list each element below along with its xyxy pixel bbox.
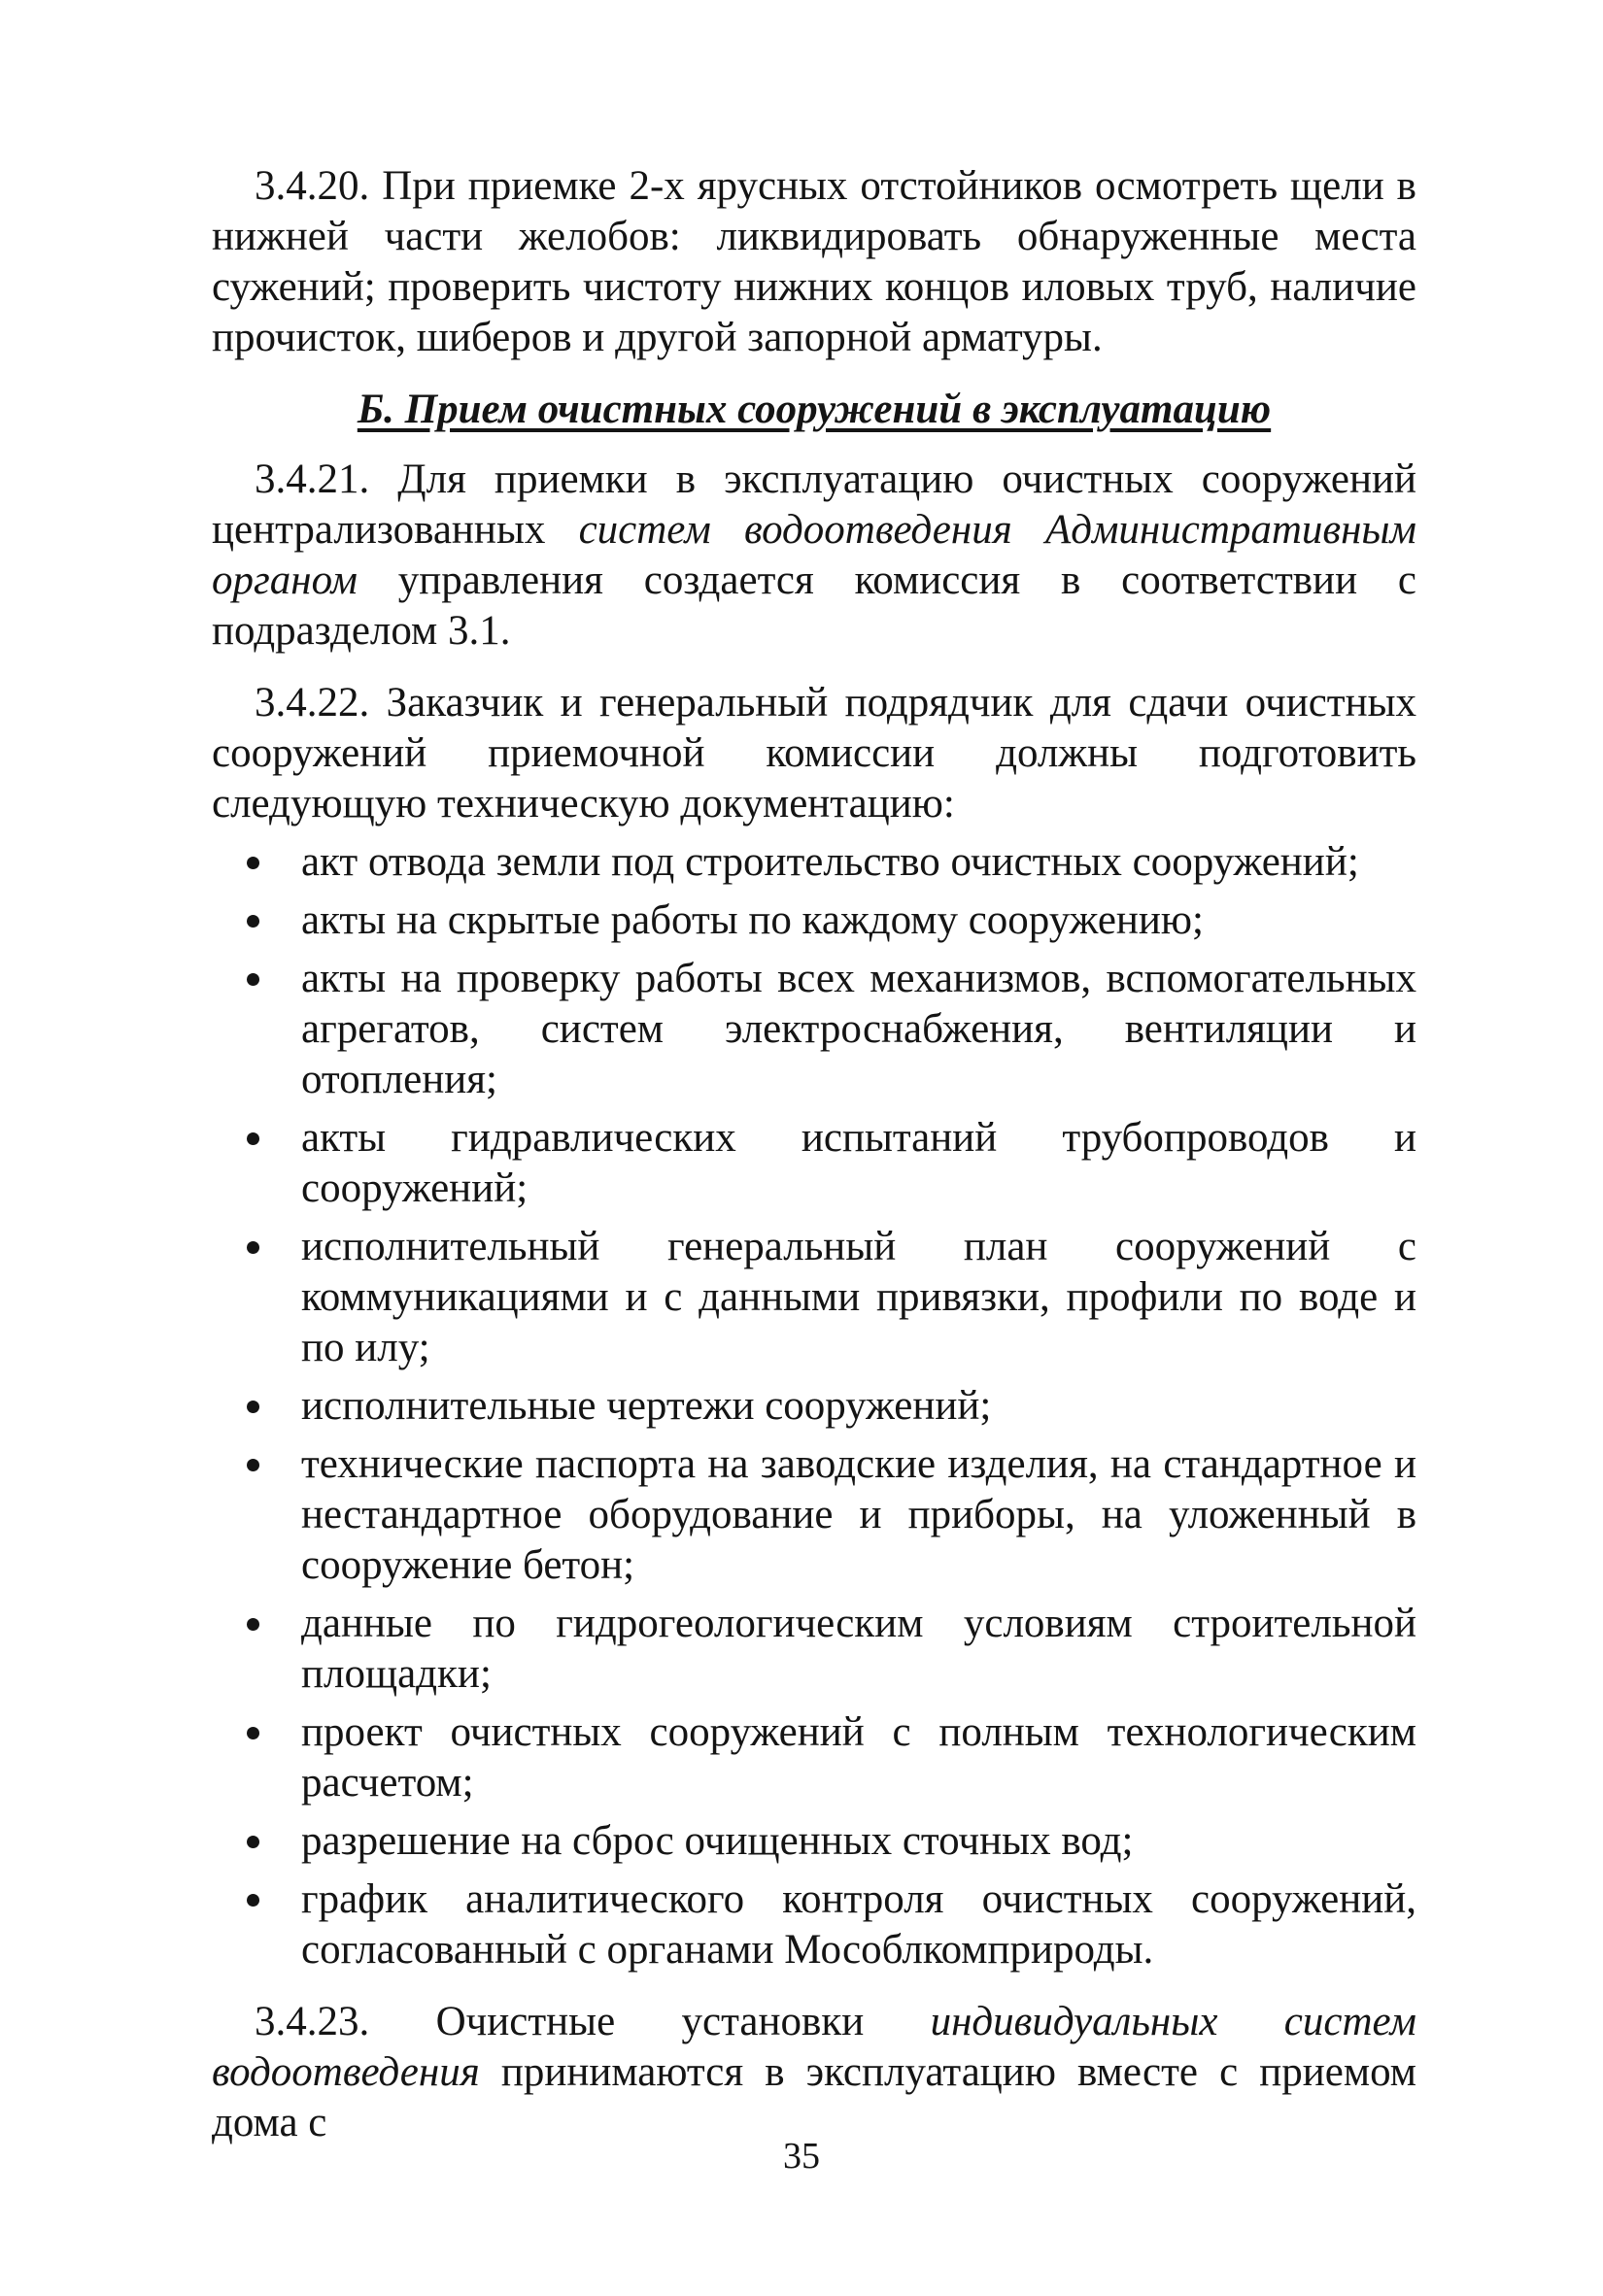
list-item-text: исполнительные чертежи сооружений; — [301, 1383, 992, 1429]
list-item — [212, 837, 1416, 888]
paragraph-3-4-22 — [212, 678, 1416, 829]
bullet-icon — [247, 973, 259, 986]
bullet-icon — [247, 1401, 259, 1413]
clause-number: 3.4.23. — [255, 1999, 370, 2044]
list-item-text: акты на скрытые работы по каждому сооружению; — [301, 897, 1204, 943]
italic-term: индивидуальных систем водоотведения — [212, 1999, 1416, 2095]
list-item-text: исполнительный генеральный план сооружений с коммуникациями и с данными привязки, профили по воде и по илу; — [301, 1224, 1416, 1370]
bullet-icon — [247, 1459, 259, 1471]
clause-number: 3.4.22. — [255, 680, 370, 726]
list-item-text: технические паспорта на заводские изделия, на стандартное и нестандартное оборудование и приборы, на уложенный в сооружение бетон; — [301, 1441, 1416, 1588]
bullet-icon — [247, 1894, 259, 1907]
clause-number: 3.4.20. — [255, 163, 370, 209]
list-item-text: акт отвода земли под строительство очистных сооружений; — [301, 839, 1359, 885]
page-body — [212, 161, 1416, 2170]
bullet-icon — [247, 1132, 259, 1145]
list-item — [212, 1874, 1416, 1975]
list-item-text: график аналитического контроля очистных сооружений, согласованный с органами Мособлкомприроды. — [301, 1876, 1416, 1973]
paragraph-text: принимаются в эксплуатацию вместе с приемом дома с — [212, 2049, 1416, 2145]
page-number: 35 — [783, 2136, 820, 2177]
section-subheading: Б. Прием очистных сооружений в эксплуатацию — [357, 387, 1272, 432]
paragraph-3-4-23 — [212, 1997, 1416, 2148]
bullet-icon — [247, 1618, 259, 1631]
paragraph-text: При приемке 2-х ярусных отстойников осмотреть щели в нижней части желобов: ликвидировать обнаруженные места сужений; проверить чистоту нижних концов иловых труб, наличие прочисток, шиберов и другой запорной арматуры. — [212, 163, 1416, 360]
bullet-icon — [247, 915, 259, 928]
list-item — [212, 954, 1416, 1105]
bullet-icon — [247, 1241, 259, 1254]
list-item-text: разрешение на сброс очищенных сточных вод; — [301, 1818, 1134, 1864]
list-item — [212, 895, 1416, 946]
paragraph-3-4-20 — [212, 161, 1416, 363]
list-item — [212, 1599, 1416, 1700]
list-item-text: акты гидравлических испытаний трубопроводов и сооружений; — [301, 1115, 1416, 1211]
documentation-list — [212, 837, 1416, 1975]
list-item — [212, 1707, 1416, 1808]
clause-number: 3.4.21. — [255, 456, 370, 502]
bullet-icon — [247, 1727, 259, 1739]
list-item — [212, 1222, 1416, 1373]
italic-term: систем водоотведения Административным органом — [212, 507, 1416, 603]
list-item — [212, 1816, 1416, 1867]
list-item-text: акты на проверку работы всех механизмов, вспомогательных агрегатов, систем электроснабжения, вентиляции и отопления; — [301, 956, 1416, 1102]
bullet-icon — [247, 1836, 259, 1848]
paragraph-text: Очистные установки — [369, 1999, 931, 2044]
list-item — [212, 1439, 1416, 1591]
list-item-text: данные по гидрогеологическим условиям строительной площадки; — [301, 1601, 1416, 1697]
list-item — [212, 1113, 1416, 1214]
bullet-icon — [247, 857, 259, 869]
paragraph-text: управления создается комиссия в соответствии с подразделом 3.1. — [212, 557, 1416, 654]
list-item — [212, 1381, 1416, 1432]
paragraph-text: Заказчик и генеральный подрядчик для сдачи очистных сооружений приемочной комиссии должны подготовить следующую техническую документацию: — [212, 680, 1416, 827]
list-item-text: проект очистных сооружений с полным технологическим расчетом; — [301, 1709, 1416, 1806]
paragraph-text: Для приемки в эксплуатацию очистных сооружений централизованных — [212, 456, 1416, 553]
paragraph-3-4-21 — [212, 455, 1416, 657]
